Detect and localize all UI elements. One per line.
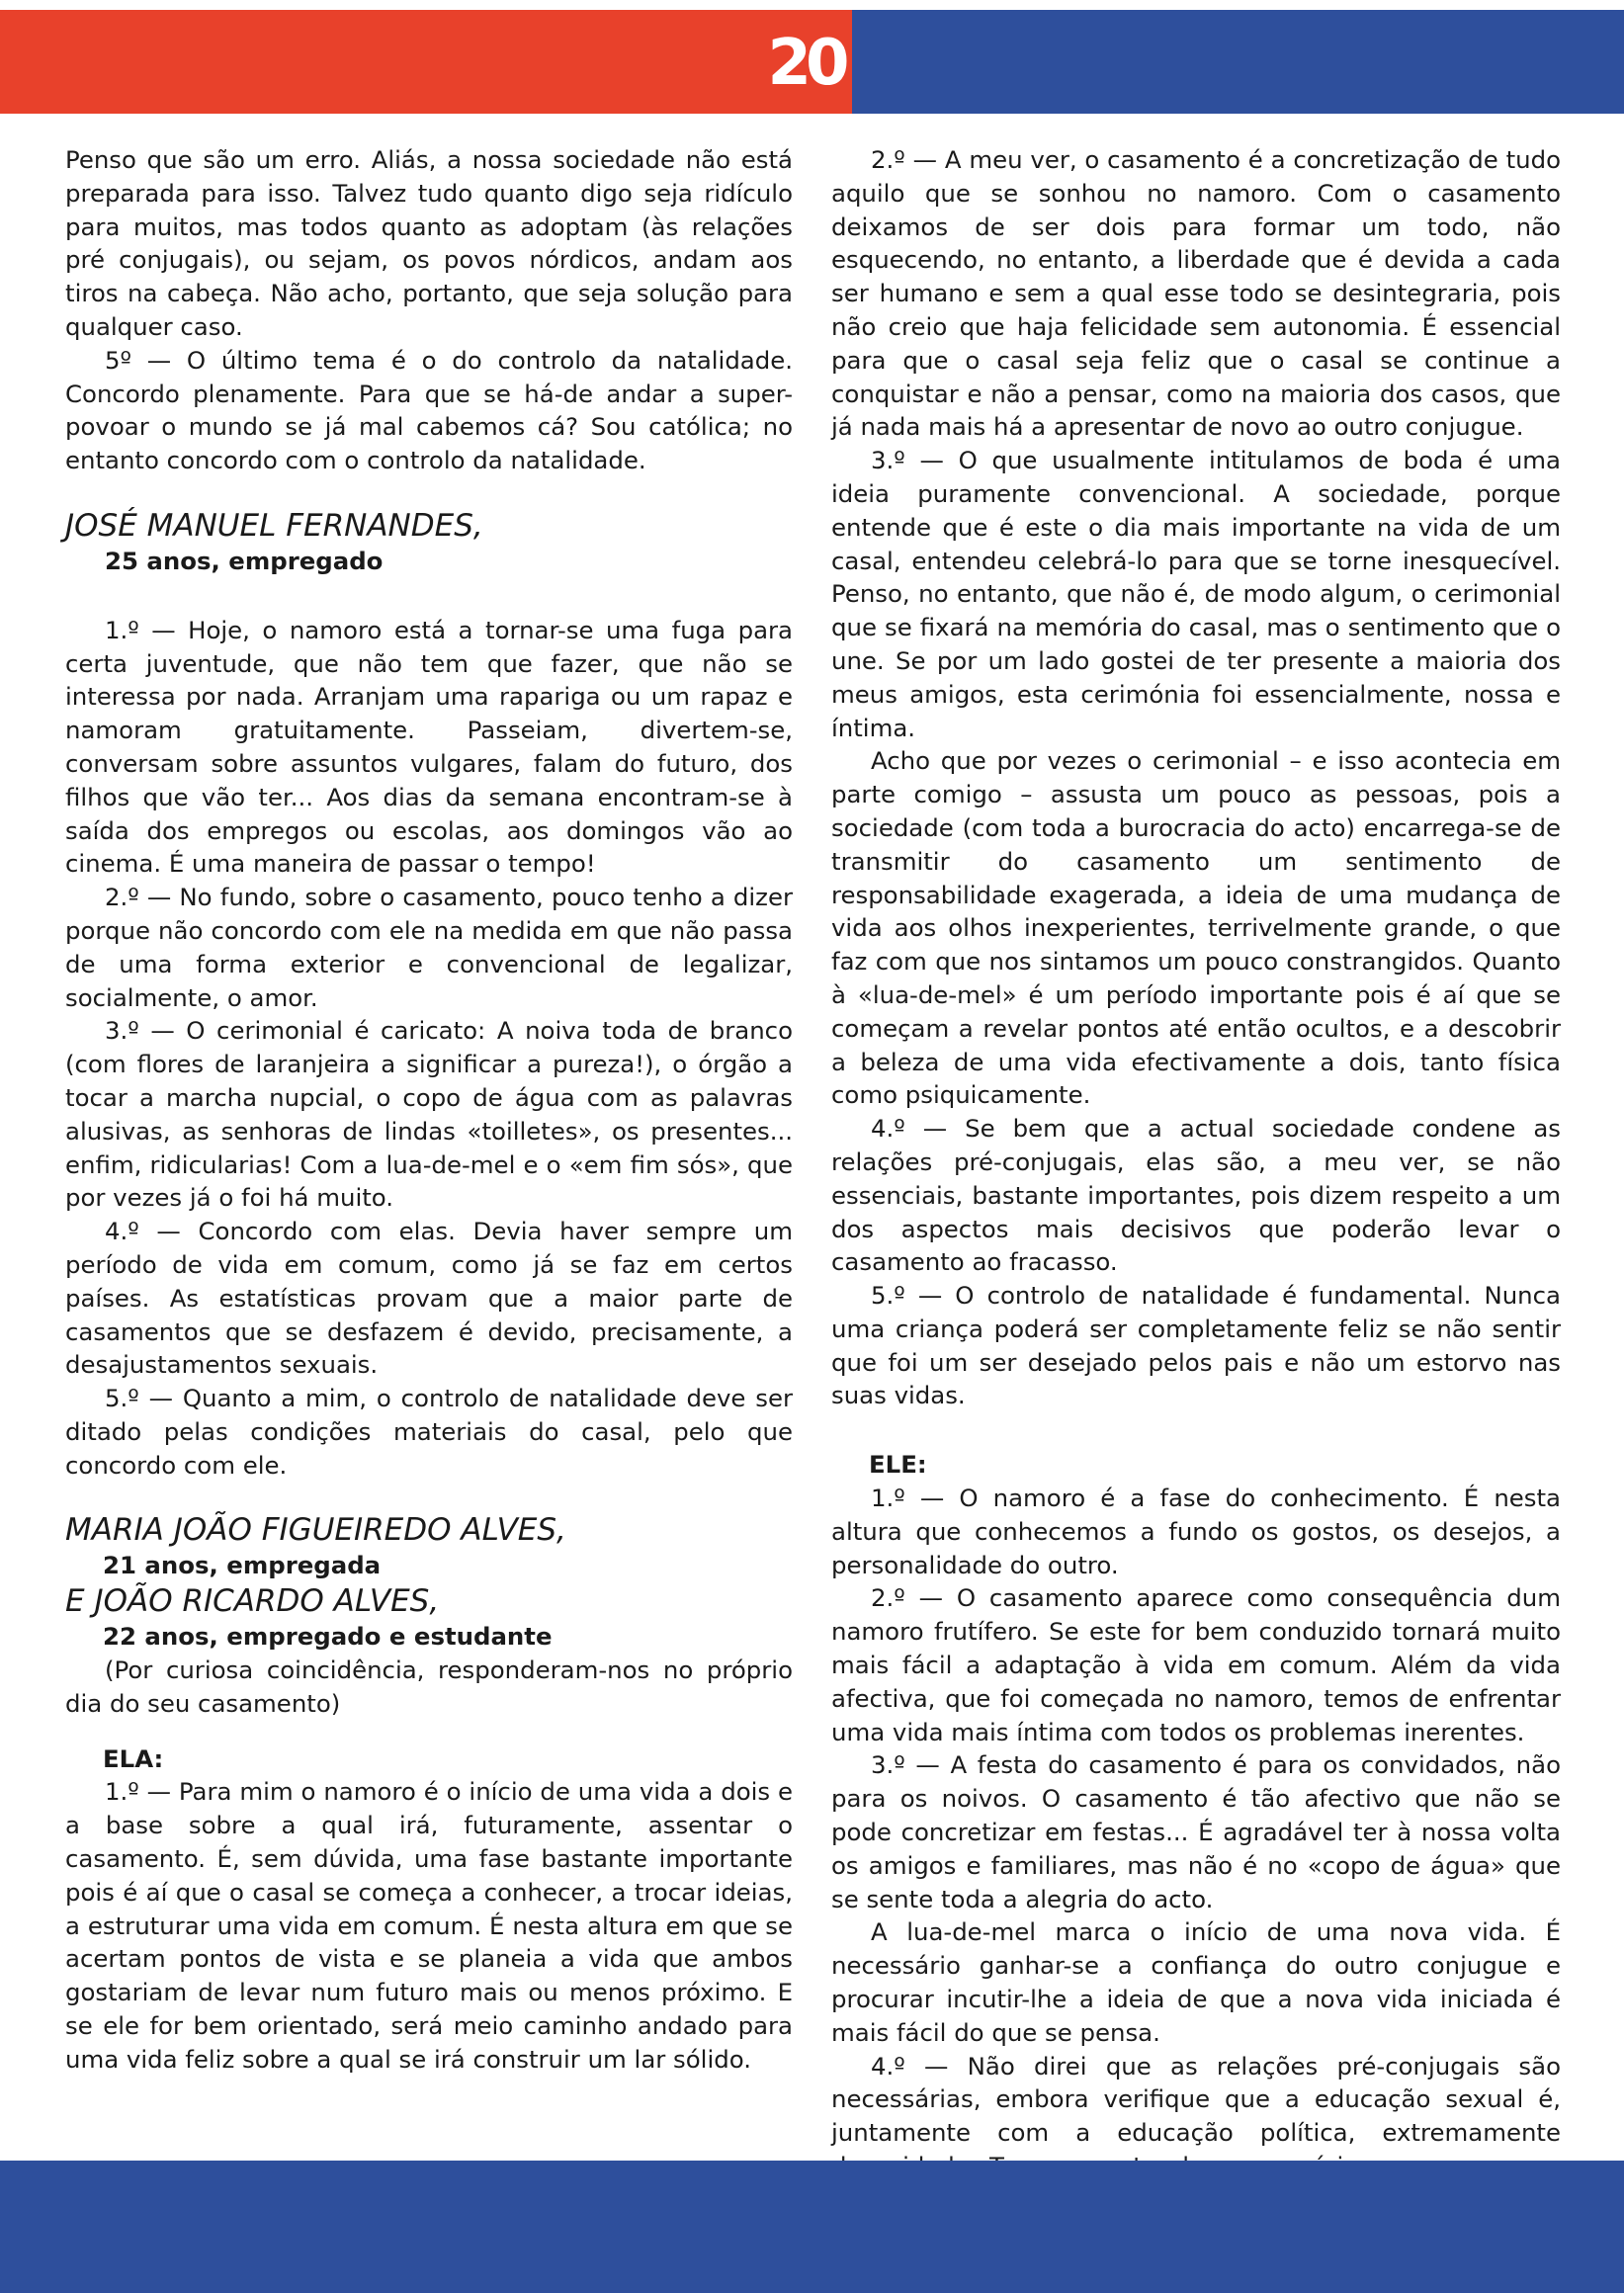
interviewee-name-joao: E JOÃO RICARDO ALVES, [65,1583,440,1620]
intro-paragraph: Penso que são um erro. Aliás, a nossa sociedade não está preparada para isso. Talvez tudo quanto digo seja ridículo para muitos, mas todos quanto as adoptam (às relações pré conjugais), ou sejam, os povos nórdicos, andam aos tiros na cabeça. Não acho, portanto, que seja solução para qualquer caso. [65,145,793,341]
page-number: 20 [767,27,844,100]
ela-answer-5: 5.º — O controlo de natalidade é fundamental. Nunca uma criança poderá ser completamente feliz se não sentir que foi um ser desejado pelos pais e não um estorvo nas suas vidas. [831,1281,1561,1410]
interviewee-details-jose: 25 anos, empregado [105,546,384,575]
ela-answer-4: 4.º — Se bem que a actual sociedade condene as relações pré-conjugais, elas são, a meu ver, se não essenciais, bastante importantes, pois dizem respeito a um dos aspectos mais decisivos que poderão levar o casamento ao fracasso. [831,1114,1561,1277]
interviewee-details-maria: 21 anos, empregada [103,1551,382,1580]
interviewee-details-joao: 22 anos, empregado e estudante [103,1622,553,1652]
footer-band [0,2161,1624,2293]
ela-answer-3: 3.º — O que usualmente intitulamos de boda é uma ideia puramente convencional. A sociedade, porque entende que é este o dia mais importante na vida de um casal, entendeu celebrá-lo para que se torne inesquecível. Penso, no entanto, que não é, de modo algum, o cerimonial que se fixará na memória do casal, mas o sentimento que o une. Se por um lado gostei de ter presente a maioria dos meus amigos, esta cerimónia foi essencialmente, nossa e íntima. [831,446,1561,742]
ele-answer-3-continued: A lua-de-mel marca o início de uma nova vida. É necessário ganhar-se a confiança do outro conjugue e procurar incutir-lhe a ideia de que a nova vida iniciada é mais fácil do que se pensa. [831,1917,1561,2047]
jose-answer-4: 4.º — Concordo com elas. Devia haver sempre um período de vida em comum, como já se faz em certos países. As estatísticas provam que a maior parte de casamentos que se desfazem é devido, precisamente, a desajustamentos sexuais. [65,1217,793,1380]
interviewee-name-maria: MARIA JOÃO FIGUEIREDO ALVES, [65,1512,566,1549]
header-band [0,0,1624,114]
ela-answer-1: 1.º — Para mim o namoro é o início de uma vida a dois e a base sobre a qual irá, futuramente, assentar o casamento. É, sem dúvida, uma fase bastante importante pois é aí que o casal se começa a conhecer, a trocar ideias, a estruturar uma vida em comum. É nesta altura em que se acertam pontos de vista e se planeia a vida que ambos gostariam de levar num futuro mais ou menos próximo. E se ele for bem orientado, será meio caminho andado para uma vida feliz sobre a qual se irá construir um lar sólido. [65,1777,793,2074]
header-red-band [0,10,852,114]
ele-answer-1: 1.º — O namoro é a fase do conhecimento. É nesta altura que conhecemos a fundo os gostos, os desejos, a personalidade do outro. [831,1484,1561,1579]
answer-5-previous: 5º — O último tema é o do controlo da natalidade. Concordo plenamente. Para que se há-de andar a super-povoar o mundo se já mal cabemos cá? Sou católica; no entanto concordo com o controlo da natalidade. [65,345,793,475]
left-column [65,143,793,2077]
ele-answer-2: 2.º — O casamento aparece como consequência dum namoro frutífero. Se este for bem conduzido tornará muito mais fácil a adaptação à vida em comum. Além da vida afectiva, que foi começada no namoro, temos de enfrentar uma vida mais íntima com todos os problemas inerentes. [831,1583,1561,1746]
ela-answer-3-continued: Acho que por vezes o cerimonial – e isso acontecia em parte comigo – assusta um pouco as pessoas, pois a sociedade (com toda a burocracia do acto) encarrega-se de transmitir do casamento um sentimento de responsabilidade exagerada, a ideia de uma mudança de vida aos olhos inexperientes, terrivelmente grande, o que faz com que nos sintamos um pouco constrangidos. Quanto à «lua-de-mel» é um período importante pois é aí que se começam a revelar pontos até então ocultos, e a descobrir a beleza de uma vida efectivamente a dois, tanto física como psiquicamente. [831,746,1561,1110]
jose-answer-1: 1.º — Hoje, o namoro está a tornar-se uma fuga para certa juventude, que não tem que fazer, que não se interessa por nada. Arranjam uma rapariga ou um rapaz e namoram gratuitamente. Passeiam, divertem-se, conversam sobre assuntos vulgares, falam do futuro, dos filhos que vão ter... Aos dias da semana encontram-se à saída dos empregos ou escolas, aos domingos vão ao cinema. É uma maneira de passar o tempo! [65,615,793,879]
speaker-ela: ELA: [103,1743,164,1773]
ela-answer-2: 2.º — A meu ver, o casamento é a concretização de tudo aquilo que se sonhou no namoro. Com o casamento deixamos de ser dois para formar um todo, não esquecendo, no entanto, a liberdade que é devida a cada ser humano e sem a qual esse todo se desintegraria, pois não creio que haja felicidade sem autonomia. É essencial para que o casal seja feliz que o casal se continue a conquistar e não a pensar, como na maioria dos casos, que já nada mais há a apresentar de novo ao outro conjugue. [831,145,1561,442]
jose-answer-5: 5.º — Quanto a mim, o controlo de natalidade deve ser ditado pelas condições materiais do casal, pelo que concordo com ele. [65,1384,793,1480]
ele-answer-3: 3.º — A festa do casamento é para os convidados, não para os noivos. O casamento é tão afectivo que não se pode concretizar em festas... É agradável ter à nossa volta os amigos e familiares, mas não é no «copo de água» que se sente toda a alegria do acto. [831,1750,1561,1913]
ele-answer-4: 4.º — Não direi que as relações pré-conjugais são necessárias, embora verifique que a educação sexual é, juntamente com a educação política, extremamente [831,2051,1561,2148]
header-blue-band [852,10,1624,114]
jose-answer-2: 2.º — No fundo, sobre o casamento, pouco tenho a dizer porque não concordo com ele na medida em que não passa de uma forma exterior e convencional de legalizar, socialmente, o amor. [65,883,793,1012]
interviewee-name-jose: JOSÉ MANUEL FERNANDES, [65,507,483,544]
jose-answer-3: 3.º — O cerimonial é caricato: A noiva toda de branco (com flores de laranjeira a significar a pureza!), o órgão a tocar a marcha nupcial, o copo de água com as palavras alusivas, as senhoras de lindas «toilletes», os presentes... enfim, ridicularias! Com a lua-de-mel e o «em fim sós», que por vezes já o foi há muito. [65,1016,793,1213]
right-column [831,143,1561,2250]
interview-note: (Por curiosa coincidência, responderam-nos no próprio dia do seu casamento) [65,1656,793,1718]
speaker-ele: ELE: [869,1450,927,1480]
